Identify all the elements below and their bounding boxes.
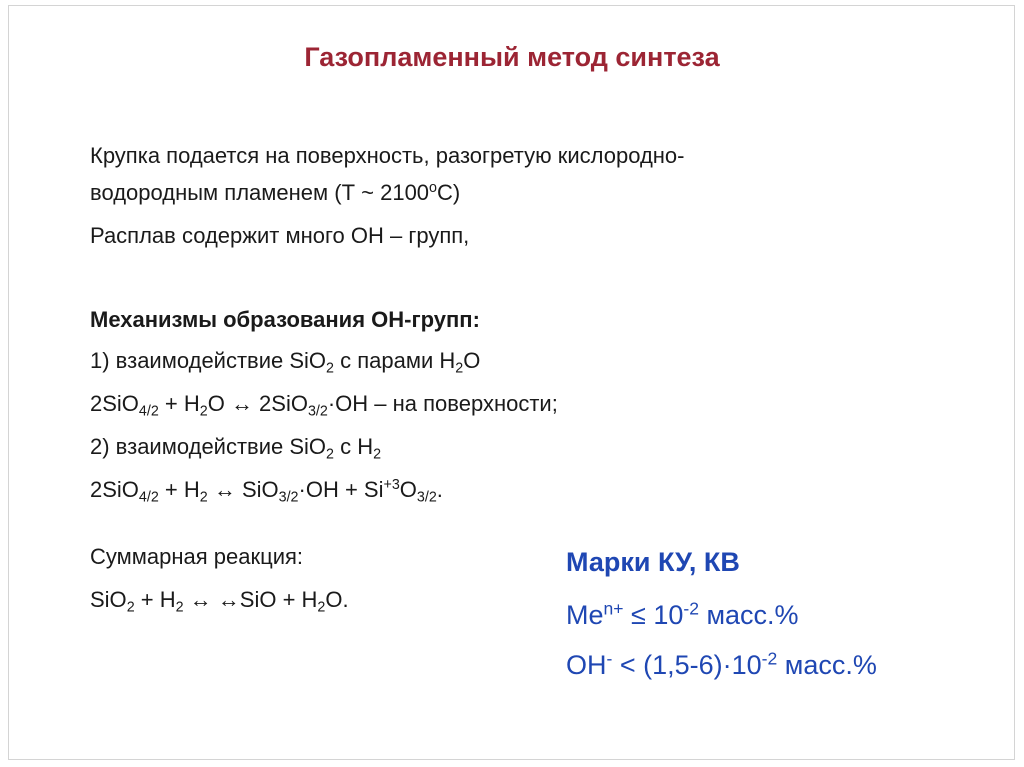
mechanism-item-1: 1) взаимодействие SiO$_2$ с парами $H_2O$ — [90, 348, 481, 377]
mechanisms-heading: Механизмы образования ОН-групп: — [90, 307, 480, 332]
mechanism-equation-2: $2SiO_{4/2} + H_2$ ↔ $SiO_{3/2}\cdot OH + Si^{+3}O_{3/2}$. — [90, 477, 443, 506]
intro-line-2: водородным пламенем (Т ~ $2100^оС$) — [90, 180, 461, 205]
grades-oh-limit: $OH^- < (1,5-6)\cdot 10^{-2}$ масс.% — [566, 648, 877, 680]
intro-line-3: Расплав содержит много ОН – групп, — [90, 223, 470, 248]
grades-title: Марки КУ, КВ — [566, 547, 740, 577]
summary-equation: $SiO_2 + H_2$ ↔ ↔SiO + $H_2O$. — [90, 587, 349, 616]
grades-me-limit: $Me^{n+} \le 10^{-2}$ масс.% — [566, 598, 799, 630]
mechanism-equation-1: $2SiO_{4/2} + H_2O$ ↔ 2SiO$_{3/2}$·OH – на поверхности; — [90, 391, 558, 420]
intro-line-1: Крупка подается на поверхность, разогретую кислородно- — [90, 143, 685, 168]
slide — [8, 5, 1015, 760]
slide-title: Газопламенный метод синтеза — [304, 42, 720, 72]
summary-heading: Суммарная реакция: — [90, 544, 304, 569]
mechanism-item-2: 2) взаимодействие SiO$_2$ с $H_2$ — [90, 434, 382, 463]
